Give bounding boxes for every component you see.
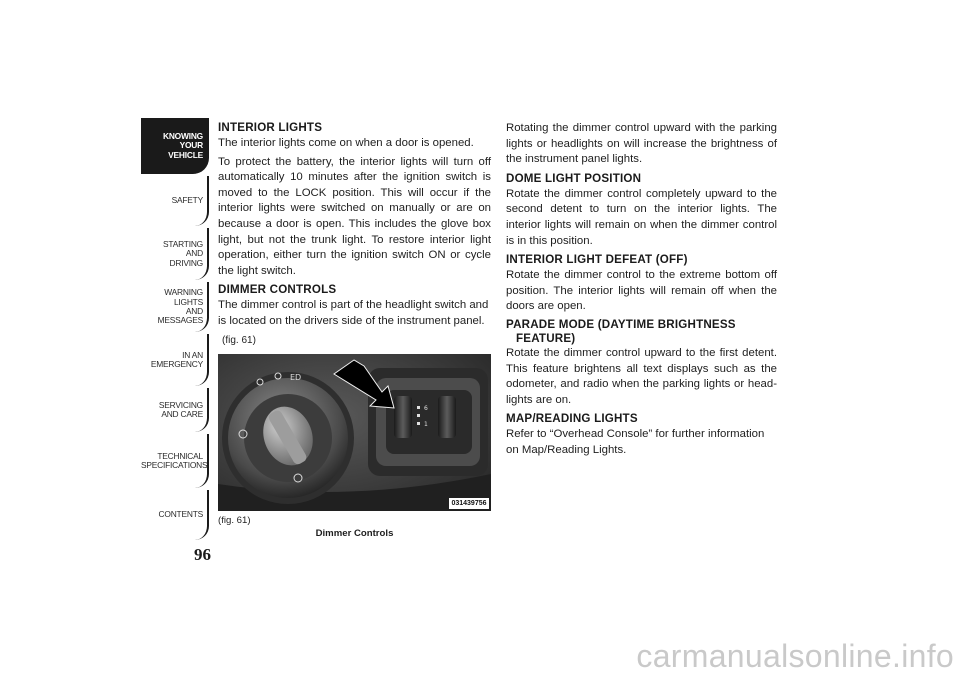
tab-label: MESSAGES bbox=[157, 315, 203, 326]
figure-code: 031439756 bbox=[449, 498, 489, 509]
tab-label: TECHNICAL bbox=[157, 450, 203, 461]
heading-line: FEATURE) bbox=[516, 331, 576, 345]
tab-technical-specifications[interactable] bbox=[141, 434, 209, 488]
heading-dimmer-controls: DIMMER CONTROLS bbox=[218, 283, 337, 297]
paragraph: The interior lights come on when a door is opened. bbox=[218, 137, 474, 149]
site-watermark: carmanualsonline.info bbox=[636, 638, 954, 674]
tab-in-an-emergency[interactable] bbox=[141, 334, 209, 386]
svg-text:ED: ED bbox=[290, 373, 302, 382]
tab-label: WARNING bbox=[164, 287, 203, 298]
paragraph: Rotate the dimmer control to the extreme bottom off position. The interior lights will remain off when the doors are open. bbox=[506, 269, 777, 313]
tab-label: KNOWING bbox=[162, 130, 203, 141]
tab-label: SPECIFICATIONS bbox=[141, 460, 208, 470]
tab-starting-and-driving[interactable] bbox=[141, 228, 209, 280]
tab-label: LIGHTS bbox=[173, 296, 203, 307]
tab-label: SAFETY bbox=[171, 195, 203, 206]
paragraph: Refer to “Overhead Console” for further information on Map/Reading Lights. bbox=[506, 428, 765, 456]
tab-label: IN AN bbox=[182, 349, 203, 360]
tab-label: VEHICLE bbox=[168, 149, 203, 160]
figure-caption: Dimmer Controls bbox=[315, 528, 394, 539]
tab-label: EMERGENCY bbox=[150, 359, 203, 369]
svg-text:6: 6 bbox=[424, 405, 428, 412]
paragraph: The dimmer control is part of the headlight switch and is located on the drivers side of the instrument panel. bbox=[218, 299, 489, 327]
figure-reference: (fig. 61) bbox=[222, 334, 256, 346]
tab-label: CONTENTS bbox=[158, 509, 203, 520]
tab-label: STARTING bbox=[163, 238, 203, 249]
paragraph: Rotate the dimmer control upward to the first detent. This feature brightens all text displays such as the odometer, and radio when the parking lights or head-lights are on. bbox=[506, 346, 777, 406]
figure-number: (fig. 61) bbox=[218, 515, 251, 526]
dimmer-controls-photo bbox=[218, 354, 491, 511]
heading-map-reading-lights: MAP/READING LIGHTS bbox=[506, 412, 638, 426]
paragraph: Rotate the dimmer control completely upward to the second detent to turn on the interior lights. The interior lights will remain on when the dimmer control is in this position. bbox=[506, 187, 777, 247]
heading-parade-mode bbox=[506, 318, 777, 346]
tab-safety[interactable] bbox=[141, 176, 209, 226]
page-number: 96 bbox=[194, 545, 211, 564]
headlight-switch-illustration bbox=[218, 354, 491, 511]
heading-interior-light-defeat: INTERIOR LIGHT DEFEAT (OFF) bbox=[506, 253, 688, 267]
tab-knowing-your-vehicle[interactable] bbox=[141, 118, 209, 174]
tab-label: AND bbox=[185, 248, 203, 259]
right-column bbox=[506, 121, 777, 462]
paragraph: To protect the battery, the interior lights will turn off automatically 10 minutes after the ignition switch is moved to the LOCK position. This will occur if the interior lights were switched on manually or are on because a door is open. This includes the glove box light, but not the trunk light. To restore interior light operation, either turn the ignition switch ON or cycle the light switch. bbox=[218, 155, 491, 277]
tab-label: SERVICING bbox=[158, 399, 203, 410]
svg-text:1: 1 bbox=[424, 421, 428, 428]
tab-label: AND bbox=[185, 306, 203, 316]
heading-dome-light-position: DOME LIGHT POSITION bbox=[506, 171, 642, 185]
tab-label: YOUR bbox=[179, 140, 203, 151]
tab-label: DRIVING bbox=[169, 257, 203, 268]
left-column bbox=[218, 120, 491, 352]
heading-interior-lights: INTERIOR LIGHTS bbox=[218, 121, 323, 134]
tab-servicing-and-care[interactable] bbox=[141, 388, 209, 432]
paragraph: Rotating the dimmer control upward with the parking lights or headlights on will increase the brightness of the instrument panel lights. bbox=[506, 122, 777, 166]
tab-contents[interactable] bbox=[141, 490, 209, 540]
tab-label: AND CARE bbox=[161, 409, 203, 419]
tab-warning-lights-and-messages[interactable] bbox=[141, 282, 209, 332]
heading-line: PARADE MODE (DAYTIME BRIGHTNESS bbox=[506, 317, 736, 331]
